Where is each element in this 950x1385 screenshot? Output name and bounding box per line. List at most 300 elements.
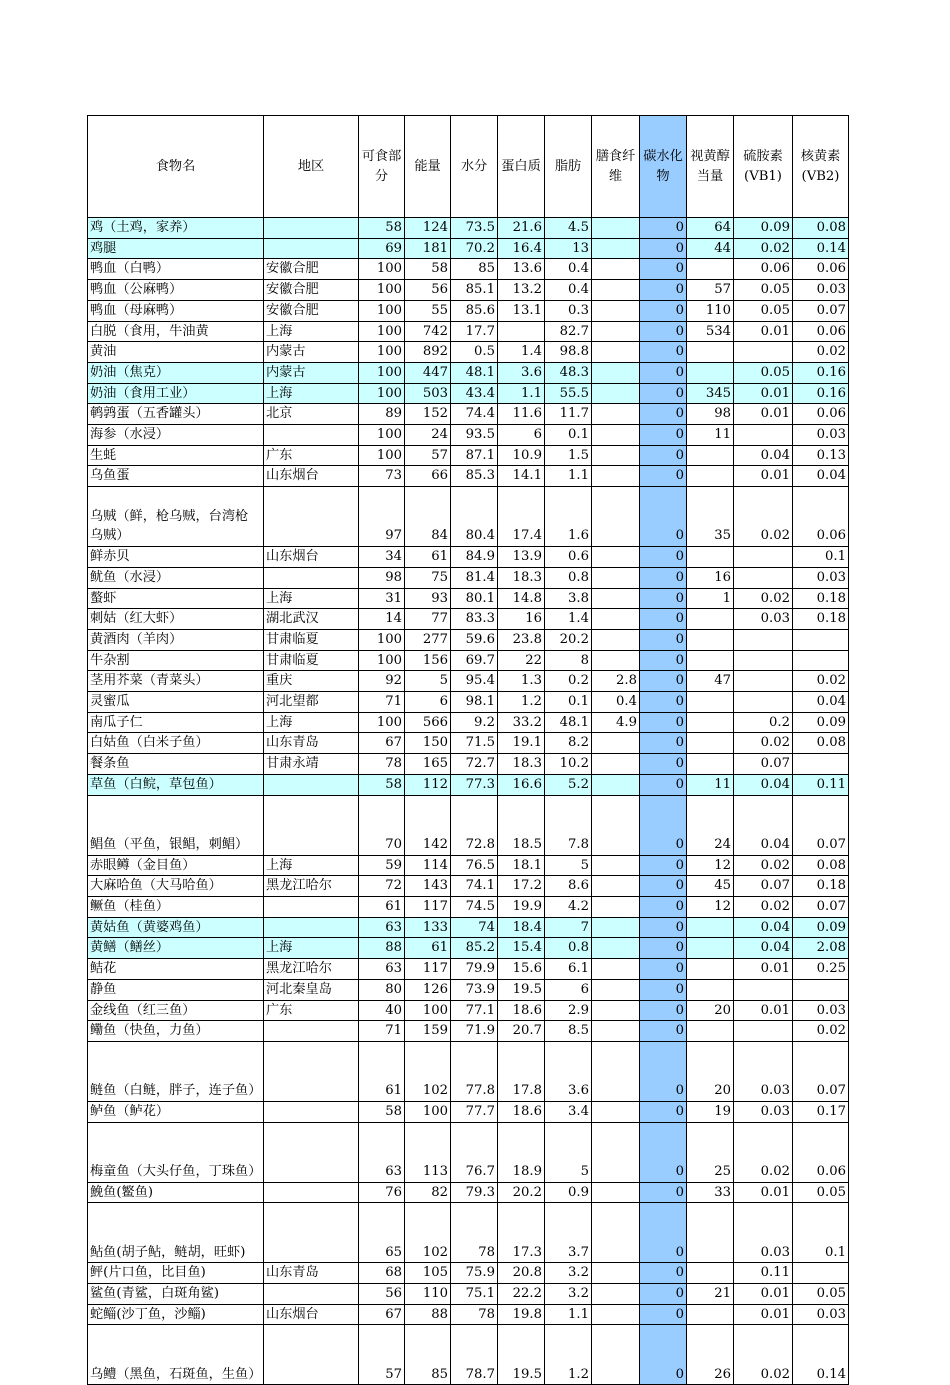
cell-edible[interactable]: 63 bbox=[359, 959, 405, 980]
cell-fat[interactable]: 98.8 bbox=[545, 342, 592, 363]
cell-vb1[interactable]: 0.02 bbox=[734, 588, 793, 609]
cell-region[interactable]: 上海 bbox=[264, 321, 359, 342]
cell-fiber[interactable] bbox=[592, 917, 640, 938]
cell-fiber[interactable] bbox=[592, 609, 640, 630]
cell-region[interactable] bbox=[264, 896, 359, 917]
cell-fiber[interactable] bbox=[592, 733, 640, 754]
cell-vb1[interactable]: 0.02 bbox=[734, 1325, 793, 1385]
cell-retinol[interactable] bbox=[687, 917, 734, 938]
cell-name[interactable]: 白姑鱼（白米子鱼） bbox=[88, 733, 264, 754]
cell-energy[interactable]: 150 bbox=[405, 733, 451, 754]
cell-vb1[interactable] bbox=[734, 342, 793, 363]
cell-energy[interactable]: 61 bbox=[405, 547, 451, 568]
cell-retinol[interactable] bbox=[687, 362, 734, 383]
cell-edible[interactable]: 65 bbox=[359, 1203, 405, 1263]
cell-fat[interactable]: 0.3 bbox=[545, 300, 592, 321]
cell-energy[interactable]: 117 bbox=[405, 959, 451, 980]
cell-retinol[interactable]: 25 bbox=[687, 1122, 734, 1182]
cell-region[interactable] bbox=[264, 425, 359, 446]
cell-retinol[interactable]: 44 bbox=[687, 238, 734, 259]
cell-fat[interactable]: 3.4 bbox=[545, 1101, 592, 1122]
cell-name[interactable]: 鲢鱼（白鲢，胖子，连子鱼） bbox=[88, 1041, 264, 1101]
cell-fiber[interactable] bbox=[592, 1122, 640, 1182]
cell-vb2[interactable]: 0.18 bbox=[793, 588, 849, 609]
cell-name[interactable]: 鮸鱼(鳘鱼) bbox=[88, 1182, 264, 1203]
cell-retinol[interactable] bbox=[687, 445, 734, 466]
cell-fat[interactable]: 8.5 bbox=[545, 1021, 592, 1042]
col-header-vb2[interactable]: 核黄素(VB2) bbox=[793, 116, 849, 218]
cell-name[interactable]: 餐条鱼 bbox=[88, 754, 264, 775]
cell-fat[interactable]: 13 bbox=[545, 238, 592, 259]
cell-fiber[interactable] bbox=[592, 362, 640, 383]
cell-retinol[interactable] bbox=[687, 342, 734, 363]
cell-name[interactable]: 赤眼鳟（金目鱼） bbox=[88, 855, 264, 876]
cell-carb[interactable]: 0 bbox=[640, 238, 687, 259]
cell-name[interactable]: 茎用芥菜（青菜头） bbox=[88, 671, 264, 692]
cell-protein[interactable]: 1.2 bbox=[498, 692, 545, 713]
cell-edible[interactable]: 71 bbox=[359, 692, 405, 713]
cell-carb[interactable]: 0 bbox=[640, 1101, 687, 1122]
cell-edible[interactable]: 70 bbox=[359, 795, 405, 855]
cell-region[interactable]: 上海 bbox=[264, 938, 359, 959]
cell-fiber[interactable] bbox=[592, 321, 640, 342]
cell-fiber[interactable] bbox=[592, 979, 640, 1000]
cell-vb1[interactable]: 0.03 bbox=[734, 1203, 793, 1263]
cell-energy[interactable]: 114 bbox=[405, 855, 451, 876]
cell-retinol[interactable]: 16 bbox=[687, 567, 734, 588]
cell-carb[interactable]: 0 bbox=[640, 487, 687, 547]
cell-vb1[interactable]: 0.01 bbox=[734, 1304, 793, 1325]
cell-energy[interactable]: 152 bbox=[405, 404, 451, 425]
cell-vb1[interactable]: 0.02 bbox=[734, 733, 793, 754]
cell-fat[interactable]: 4.5 bbox=[545, 218, 592, 239]
cell-fiber[interactable] bbox=[592, 300, 640, 321]
cell-vb2[interactable]: 0.11 bbox=[793, 774, 849, 795]
cell-protein[interactable]: 18.1 bbox=[498, 855, 545, 876]
cell-energy[interactable]: 105 bbox=[405, 1263, 451, 1284]
cell-protein[interactable]: 13.1 bbox=[498, 300, 545, 321]
cell-vb1[interactable]: 0.07 bbox=[734, 876, 793, 897]
cell-vb2[interactable]: 0.02 bbox=[793, 671, 849, 692]
cell-protein[interactable]: 18.3 bbox=[498, 567, 545, 588]
cell-fat[interactable]: 0.9 bbox=[545, 1182, 592, 1203]
cell-name[interactable]: 鲨鱼(青鲨，白斑角鲨) bbox=[88, 1284, 264, 1305]
cell-retinol[interactable]: 20 bbox=[687, 1041, 734, 1101]
cell-vb1[interactable]: 0.01 bbox=[734, 1284, 793, 1305]
cell-region[interactable]: 河北望都 bbox=[264, 692, 359, 713]
cell-retinol[interactable] bbox=[687, 712, 734, 733]
cell-edible[interactable]: 61 bbox=[359, 896, 405, 917]
cell-protein[interactable]: 20.8 bbox=[498, 1263, 545, 1284]
cell-water[interactable]: 80.1 bbox=[451, 588, 498, 609]
cell-water[interactable]: 77.3 bbox=[451, 774, 498, 795]
cell-fat[interactable]: 82.7 bbox=[545, 321, 592, 342]
cell-water[interactable]: 74.1 bbox=[451, 876, 498, 897]
cell-fiber[interactable] bbox=[592, 1041, 640, 1101]
cell-retinol[interactable] bbox=[687, 1021, 734, 1042]
cell-carb[interactable]: 0 bbox=[640, 383, 687, 404]
cell-fat[interactable]: 0.1 bbox=[545, 692, 592, 713]
cell-vb1[interactable]: 0.02 bbox=[734, 896, 793, 917]
cell-carb[interactable]: 0 bbox=[640, 712, 687, 733]
cell-vb2[interactable]: 0.07 bbox=[793, 300, 849, 321]
cell-vb1[interactable]: 0.01 bbox=[734, 321, 793, 342]
cell-protein[interactable]: 3.6 bbox=[498, 362, 545, 383]
cell-protein[interactable]: 20.2 bbox=[498, 1182, 545, 1203]
cell-name[interactable]: 大麻哈鱼（大马哈鱼） bbox=[88, 876, 264, 897]
cell-water[interactable]: 73.9 bbox=[451, 979, 498, 1000]
cell-fat[interactable]: 8 bbox=[545, 650, 592, 671]
cell-edible[interactable]: 100 bbox=[359, 629, 405, 650]
cell-edible[interactable]: 61 bbox=[359, 1041, 405, 1101]
cell-retinol[interactable]: 110 bbox=[687, 300, 734, 321]
cell-region[interactable] bbox=[264, 567, 359, 588]
cell-region[interactable]: 甘肃临夏 bbox=[264, 650, 359, 671]
cell-water[interactable]: 9.2 bbox=[451, 712, 498, 733]
cell-edible[interactable]: 76 bbox=[359, 1182, 405, 1203]
cell-water[interactable]: 77.8 bbox=[451, 1041, 498, 1101]
cell-vb2[interactable] bbox=[793, 979, 849, 1000]
cell-fiber[interactable] bbox=[592, 1263, 640, 1284]
cell-region[interactable]: 上海 bbox=[264, 855, 359, 876]
cell-edible[interactable]: 100 bbox=[359, 300, 405, 321]
cell-carb[interactable]: 0 bbox=[640, 321, 687, 342]
cell-name[interactable]: 鳜鱼（桂鱼） bbox=[88, 896, 264, 917]
cell-energy[interactable]: 75 bbox=[405, 567, 451, 588]
cell-energy[interactable]: 57 bbox=[405, 445, 451, 466]
cell-energy[interactable]: 66 bbox=[405, 466, 451, 487]
cell-vb2[interactable]: 0.02 bbox=[793, 342, 849, 363]
cell-carb[interactable]: 0 bbox=[640, 629, 687, 650]
cell-protein[interactable]: 13.9 bbox=[498, 547, 545, 568]
cell-fat[interactable]: 1.1 bbox=[545, 466, 592, 487]
cell-fiber[interactable]: 4.9 bbox=[592, 712, 640, 733]
cell-name[interactable]: 草鱼（白鲩，草包鱼） bbox=[88, 774, 264, 795]
cell-carb[interactable]: 0 bbox=[640, 362, 687, 383]
cell-protein[interactable]: 33.2 bbox=[498, 712, 545, 733]
cell-retinol[interactable] bbox=[687, 466, 734, 487]
cell-fiber[interactable] bbox=[592, 1101, 640, 1122]
col-header-name[interactable]: 食物名 bbox=[88, 116, 264, 218]
cell-carb[interactable]: 0 bbox=[640, 547, 687, 568]
cell-fiber[interactable] bbox=[592, 959, 640, 980]
cell-vb1[interactable]: 0.05 bbox=[734, 280, 793, 301]
cell-vb2[interactable]: 0.09 bbox=[793, 917, 849, 938]
cell-protein[interactable]: 21.6 bbox=[498, 218, 545, 239]
cell-water[interactable]: 70.2 bbox=[451, 238, 498, 259]
cell-protein[interactable]: 20.7 bbox=[498, 1021, 545, 1042]
cell-fat[interactable]: 3.7 bbox=[545, 1203, 592, 1263]
cell-fiber[interactable] bbox=[592, 404, 640, 425]
cell-region[interactable]: 安徽合肥 bbox=[264, 259, 359, 280]
cell-protein[interactable]: 13.6 bbox=[498, 259, 545, 280]
cell-water[interactable]: 74.5 bbox=[451, 896, 498, 917]
cell-retinol[interactable] bbox=[687, 754, 734, 775]
cell-protein[interactable]: 11.6 bbox=[498, 404, 545, 425]
cell-water[interactable]: 74.4 bbox=[451, 404, 498, 425]
cell-water[interactable]: 77.1 bbox=[451, 1000, 498, 1021]
cell-retinol[interactable]: 64 bbox=[687, 218, 734, 239]
cell-energy[interactable]: 142 bbox=[405, 795, 451, 855]
cell-carb[interactable]: 0 bbox=[640, 650, 687, 671]
cell-fat[interactable]: 6.1 bbox=[545, 959, 592, 980]
cell-vb1[interactable]: 0.01 bbox=[734, 383, 793, 404]
cell-energy[interactable]: 126 bbox=[405, 979, 451, 1000]
cell-name[interactable]: 乌贼（鲜，枪乌贼，台湾枪乌贼） bbox=[88, 487, 264, 547]
cell-vb2[interactable]: 0.07 bbox=[793, 1041, 849, 1101]
cell-fiber[interactable] bbox=[592, 1182, 640, 1203]
cell-fiber[interactable] bbox=[592, 1284, 640, 1305]
cell-carb[interactable]: 0 bbox=[640, 1203, 687, 1263]
cell-name[interactable]: 黄酒肉（羊肉） bbox=[88, 629, 264, 650]
cell-vb1[interactable] bbox=[734, 671, 793, 692]
cell-name[interactable]: 鲳鱼（平鱼，银鲳，刺鲳） bbox=[88, 795, 264, 855]
cell-energy[interactable]: 24 bbox=[405, 425, 451, 446]
cell-carb[interactable]: 0 bbox=[640, 774, 687, 795]
cell-vb2[interactable]: 0.06 bbox=[793, 404, 849, 425]
cell-fiber[interactable] bbox=[592, 383, 640, 404]
cell-water[interactable]: 48.1 bbox=[451, 362, 498, 383]
cell-fat[interactable]: 5.2 bbox=[545, 774, 592, 795]
cell-fat[interactable]: 6 bbox=[545, 979, 592, 1000]
cell-carb[interactable]: 0 bbox=[640, 1325, 687, 1385]
cell-vb2[interactable]: 0.14 bbox=[793, 1325, 849, 1385]
cell-fat[interactable]: 2.9 bbox=[545, 1000, 592, 1021]
cell-edible[interactable]: 40 bbox=[359, 1000, 405, 1021]
cell-carb[interactable]: 0 bbox=[640, 959, 687, 980]
cell-water[interactable]: 85.3 bbox=[451, 466, 498, 487]
cell-protein[interactable]: 16.6 bbox=[498, 774, 545, 795]
cell-fat[interactable]: 4.2 bbox=[545, 896, 592, 917]
cell-energy[interactable]: 102 bbox=[405, 1203, 451, 1263]
cell-retinol[interactable]: 12 bbox=[687, 896, 734, 917]
cell-vb2[interactable]: 0.06 bbox=[793, 1122, 849, 1182]
cell-name[interactable]: 鸭血（母麻鸭） bbox=[88, 300, 264, 321]
cell-vb1[interactable]: 0.01 bbox=[734, 959, 793, 980]
cell-fiber[interactable] bbox=[592, 896, 640, 917]
cell-vb1[interactable]: 0.03 bbox=[734, 1101, 793, 1122]
cell-region[interactable] bbox=[264, 1182, 359, 1203]
cell-carb[interactable]: 0 bbox=[640, 1182, 687, 1203]
cell-name[interactable]: 奶油（食用工业） bbox=[88, 383, 264, 404]
cell-energy[interactable]: 6 bbox=[405, 692, 451, 713]
cell-vb1[interactable]: 0.02 bbox=[734, 855, 793, 876]
cell-carb[interactable]: 0 bbox=[640, 692, 687, 713]
cell-fiber[interactable] bbox=[592, 1021, 640, 1042]
cell-carb[interactable]: 0 bbox=[640, 1041, 687, 1101]
cell-protein[interactable]: 17.4 bbox=[498, 487, 545, 547]
cell-region[interactable]: 山东烟台 bbox=[264, 466, 359, 487]
cell-vb2[interactable]: 0.16 bbox=[793, 383, 849, 404]
cell-protein[interactable]: 17.8 bbox=[498, 1041, 545, 1101]
cell-carb[interactable]: 0 bbox=[640, 218, 687, 239]
cell-region[interactable]: 上海 bbox=[264, 588, 359, 609]
cell-name[interactable]: 南瓜子仁 bbox=[88, 712, 264, 733]
cell-protein[interactable]: 18.6 bbox=[498, 1000, 545, 1021]
cell-water[interactable]: 79.9 bbox=[451, 959, 498, 980]
cell-edible[interactable]: 58 bbox=[359, 218, 405, 239]
cell-carb[interactable]: 0 bbox=[640, 1122, 687, 1182]
cell-fat[interactable]: 8.6 bbox=[545, 876, 592, 897]
cell-retinol[interactable] bbox=[687, 650, 734, 671]
cell-protein[interactable]: 16 bbox=[498, 609, 545, 630]
cell-carb[interactable]: 0 bbox=[640, 876, 687, 897]
cell-retinol[interactable]: 19 bbox=[687, 1101, 734, 1122]
cell-protein[interactable]: 19.9 bbox=[498, 896, 545, 917]
cell-vb2[interactable]: 0.07 bbox=[793, 896, 849, 917]
cell-vb1[interactable]: 0.02 bbox=[734, 238, 793, 259]
cell-water[interactable]: 72.7 bbox=[451, 754, 498, 775]
cell-fiber[interactable] bbox=[592, 218, 640, 239]
cell-retinol[interactable]: 98 bbox=[687, 404, 734, 425]
cell-water[interactable]: 78.7 bbox=[451, 1325, 498, 1385]
cell-region[interactable] bbox=[264, 1203, 359, 1263]
cell-fat[interactable]: 48.1 bbox=[545, 712, 592, 733]
cell-edible[interactable]: 63 bbox=[359, 917, 405, 938]
cell-vb2[interactable]: 0.18 bbox=[793, 876, 849, 897]
cell-fiber[interactable] bbox=[592, 425, 640, 446]
cell-retinol[interactable] bbox=[687, 547, 734, 568]
cell-retinol[interactable]: 57 bbox=[687, 280, 734, 301]
cell-protein[interactable]: 19.5 bbox=[498, 1325, 545, 1385]
cell-carb[interactable]: 0 bbox=[640, 425, 687, 446]
cell-protein[interactable]: 15.6 bbox=[498, 959, 545, 980]
cell-region[interactable]: 广东 bbox=[264, 445, 359, 466]
cell-fat[interactable]: 5 bbox=[545, 855, 592, 876]
cell-edible[interactable]: 98 bbox=[359, 567, 405, 588]
cell-protein[interactable]: 14.8 bbox=[498, 588, 545, 609]
cell-energy[interactable]: 124 bbox=[405, 218, 451, 239]
cell-vb2[interactable] bbox=[793, 1263, 849, 1284]
cell-vb1[interactable]: 0.11 bbox=[734, 1263, 793, 1284]
cell-vb2[interactable]: 0.25 bbox=[793, 959, 849, 980]
cell-retinol[interactable]: 35 bbox=[687, 487, 734, 547]
cell-vb1[interactable]: 0.05 bbox=[734, 300, 793, 321]
cell-vb2[interactable]: 0.03 bbox=[793, 1000, 849, 1021]
cell-fat[interactable]: 11.7 bbox=[545, 404, 592, 425]
cell-energy[interactable]: 503 bbox=[405, 383, 451, 404]
cell-vb2[interactable]: 0.06 bbox=[793, 321, 849, 342]
cell-name[interactable]: 生蚝 bbox=[88, 445, 264, 466]
cell-vb2[interactable]: 0.08 bbox=[793, 733, 849, 754]
cell-water[interactable]: 83.3 bbox=[451, 609, 498, 630]
cell-carb[interactable]: 0 bbox=[640, 445, 687, 466]
cell-fat[interactable]: 0.2 bbox=[545, 671, 592, 692]
cell-vb2[interactable]: 0.03 bbox=[793, 280, 849, 301]
cell-fat[interactable]: 0.4 bbox=[545, 280, 592, 301]
cell-water[interactable]: 98.1 bbox=[451, 692, 498, 713]
cell-fiber[interactable] bbox=[592, 650, 640, 671]
cell-vb2[interactable]: 0.03 bbox=[793, 425, 849, 446]
cell-edible[interactable]: 69 bbox=[359, 238, 405, 259]
cell-energy[interactable]: 566 bbox=[405, 712, 451, 733]
cell-edible[interactable]: 100 bbox=[359, 425, 405, 446]
cell-energy[interactable]: 100 bbox=[405, 1000, 451, 1021]
cell-vb2[interactable]: 0.14 bbox=[793, 238, 849, 259]
cell-protein[interactable]: 10.9 bbox=[498, 445, 545, 466]
cell-carb[interactable]: 0 bbox=[640, 259, 687, 280]
cell-energy[interactable]: 56 bbox=[405, 280, 451, 301]
cell-region[interactable]: 甘肃永靖 bbox=[264, 754, 359, 775]
cell-fiber[interactable] bbox=[592, 547, 640, 568]
cell-water[interactable]: 59.6 bbox=[451, 629, 498, 650]
cell-energy[interactable]: 447 bbox=[405, 362, 451, 383]
cell-edible[interactable]: 100 bbox=[359, 342, 405, 363]
cell-vb1[interactable] bbox=[734, 629, 793, 650]
cell-protein[interactable]: 15.4 bbox=[498, 938, 545, 959]
cell-name[interactable]: 鳓鱼（快鱼，力鱼） bbox=[88, 1021, 264, 1042]
cell-vb2[interactable]: 0.03 bbox=[793, 1304, 849, 1325]
cell-retinol[interactable] bbox=[687, 692, 734, 713]
cell-energy[interactable]: 117 bbox=[405, 896, 451, 917]
cell-energy[interactable]: 181 bbox=[405, 238, 451, 259]
cell-water[interactable]: 73.5 bbox=[451, 218, 498, 239]
cell-water[interactable]: 43.4 bbox=[451, 383, 498, 404]
cell-vb2[interactable]: 0.05 bbox=[793, 1182, 849, 1203]
cell-vb1[interactable]: 0.09 bbox=[734, 218, 793, 239]
cell-vb1[interactable]: 0.01 bbox=[734, 1000, 793, 1021]
cell-edible[interactable]: 78 bbox=[359, 754, 405, 775]
cell-fat[interactable]: 0.8 bbox=[545, 567, 592, 588]
cell-energy[interactable]: 892 bbox=[405, 342, 451, 363]
cell-fat[interactable]: 7 bbox=[545, 917, 592, 938]
cell-fat[interactable]: 5 bbox=[545, 1122, 592, 1182]
col-header-fat[interactable]: 脂肪 bbox=[545, 116, 592, 218]
cell-fiber[interactable] bbox=[592, 1325, 640, 1385]
cell-retinol[interactable]: 20 bbox=[687, 1000, 734, 1021]
cell-fiber[interactable] bbox=[592, 259, 640, 280]
cell-vb2[interactable]: 0.1 bbox=[793, 547, 849, 568]
cell-vb1[interactable]: 0.04 bbox=[734, 795, 793, 855]
cell-fat[interactable]: 1.1 bbox=[545, 1304, 592, 1325]
cell-edible[interactable]: 34 bbox=[359, 547, 405, 568]
cell-carb[interactable]: 0 bbox=[640, 466, 687, 487]
col-header-carb[interactable]: 碳水化物 bbox=[640, 116, 687, 218]
cell-retinol[interactable]: 33 bbox=[687, 1182, 734, 1203]
cell-carb[interactable]: 0 bbox=[640, 1304, 687, 1325]
col-header-edible[interactable]: 可食部分 bbox=[359, 116, 405, 218]
cell-water[interactable]: 85 bbox=[451, 259, 498, 280]
cell-name[interactable]: 乌鳢（黑鱼，石斑鱼，生鱼） bbox=[88, 1325, 264, 1385]
cell-energy[interactable]: 88 bbox=[405, 1304, 451, 1325]
cell-edible[interactable]: 100 bbox=[359, 445, 405, 466]
cell-carb[interactable]: 0 bbox=[640, 1263, 687, 1284]
cell-name[interactable]: 黄鳝（鳝丝） bbox=[88, 938, 264, 959]
cell-fat[interactable]: 55.5 bbox=[545, 383, 592, 404]
cell-retinol[interactable]: 1 bbox=[687, 588, 734, 609]
cell-protein[interactable] bbox=[498, 321, 545, 342]
cell-vb1[interactable]: 0.07 bbox=[734, 754, 793, 775]
cell-region[interactable]: 安徽合肥 bbox=[264, 300, 359, 321]
col-header-water[interactable]: 水分 bbox=[451, 116, 498, 218]
cell-name[interactable]: 金线鱼（红三鱼） bbox=[88, 1000, 264, 1021]
cell-energy[interactable]: 113 bbox=[405, 1122, 451, 1182]
cell-protein[interactable]: 1.4 bbox=[498, 342, 545, 363]
cell-energy[interactable]: 84 bbox=[405, 487, 451, 547]
cell-protein[interactable]: 19.5 bbox=[498, 979, 545, 1000]
cell-vb2[interactable]: 0.09 bbox=[793, 712, 849, 733]
cell-vb2[interactable]: 0.04 bbox=[793, 692, 849, 713]
cell-vb1[interactable]: 0.03 bbox=[734, 1041, 793, 1101]
cell-energy[interactable]: 133 bbox=[405, 917, 451, 938]
cell-fat[interactable]: 1.2 bbox=[545, 1325, 592, 1385]
cell-protein[interactable]: 17.3 bbox=[498, 1203, 545, 1263]
cell-vb2[interactable]: 0.03 bbox=[793, 567, 849, 588]
cell-vb2[interactable]: 2.08 bbox=[793, 938, 849, 959]
cell-protein[interactable]: 19.1 bbox=[498, 733, 545, 754]
cell-energy[interactable]: 58 bbox=[405, 259, 451, 280]
cell-edible[interactable]: 14 bbox=[359, 609, 405, 630]
